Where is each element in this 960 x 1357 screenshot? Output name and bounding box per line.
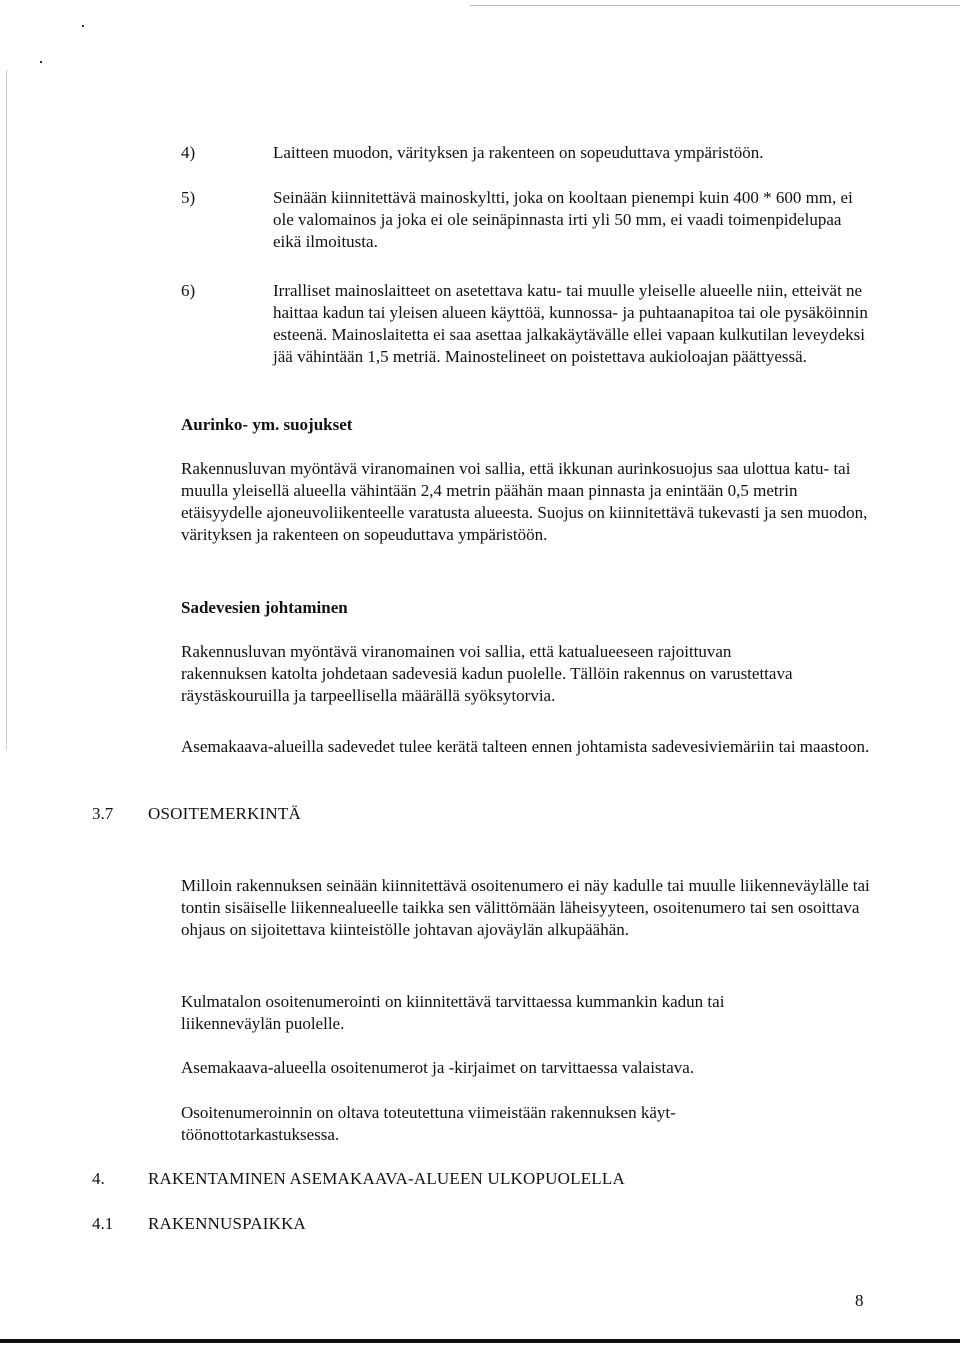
paragraph: Kulmatalon osoitenumerointi on kiinnitettävä tarvittaessa kummankin kadun tai liikenneväylän puolelle. <box>181 992 725 1033</box>
item-number: 5) <box>181 188 196 207</box>
paragraph: Osoitenumeroinnin on oltava toteutettuna viimeistään rakennuksen käyt-töönottotarkastuksessa. <box>181 1103 676 1144</box>
section-number: 4. <box>92 1169 105 1188</box>
scan-top-line <box>470 5 960 6</box>
section-number: 3.7 <box>92 804 114 823</box>
section-title: RAKENTAMINEN ASEMAKAAVA-ALUEEN ULKOPUOLELLA <box>148 1169 625 1188</box>
section-heading: Sadevesien johtaminen <box>181 598 348 617</box>
paragraph: Milloin rakennuksen seinään kiinnitettävä osoitenumero ei näy kadulle tai muulle liikenneväylälle tai tontin sisäiselle liikennealueelle taikka sen välittömään läheisyyteen, osoitenumero tai sen osoittava ohjaus on sijoitettava kiinteistölle johtavan ajoväylän alkupäähän. <box>181 876 870 939</box>
paragraph: Rakennusluvan myöntävä viranomainen voi sallia, että katualueeseen rajoittuvan rakennuksen katolta johdetaan sadevesiä kadun puolelle. Tällöin rakennus on varustettava räystäskouruilla ja tarpeellisella määrällä syöksytorvia. <box>181 642 793 705</box>
section-title: OSOITEMERKINTÄ <box>148 804 301 823</box>
scan-bottom-bar <box>0 1339 960 1343</box>
paragraph: Asemakaava-alueella osoitenumerot ja -kirjaimet on tarvittaessa valaistava. <box>181 1058 695 1077</box>
item-text: Laitteen muodon, värityksen ja rakenteen on sopeuduttava ympäristöön. <box>273 143 764 162</box>
scan-left-line <box>6 70 7 750</box>
section-heading: Aurinko- ym. suojukset <box>181 415 353 434</box>
scan-speck <box>40 61 42 63</box>
section-title: RAKENNUSPAIKKA <box>148 1214 307 1233</box>
paragraph: Rakennusluvan myöntävä viranomainen voi sallia, että ikkunan aurinkosuojus saa ulottua katu- tai muulla yleisellä alueella vähintään 2,4 metrin päähän maan pinnasta ja enintään 0,5 metrin etäisyydelle ajoneuvoliikenteelle varatusta alueesta. Suojus on kiinnitettävä tukevasti ja sen muodon, värityksen ja rakenteen on sopeuduttava ympäristöön. <box>181 459 868 544</box>
section-number: 4.1 <box>92 1214 114 1233</box>
paragraph: Asemakaava-alueilla sadevedet tulee kerätä talteen ennen johtamista sadevesiviemäriin tai maastoon. <box>181 737 870 756</box>
item-number: 4) <box>181 143 196 162</box>
item-text: Seinään kiinnitettävä mainoskyltti, joka on kooltaan pienempi kuin 400 * 600 mm, ei ole valomainos ja joka ei ole seinäpinnasta irti yli 50 mm, ei vaadi toimenpidelupaa eikä ilmoitusta. <box>273 188 853 251</box>
item-text: Irralliset mainoslaitteet on asetettava katu- tai muulle yleiselle alueelle niin, etteivät ne haittaa kadun tai yleisen alueen käyttöä, kunnossa- ja puhtaanapitoa tai ole pysäköinnin esteenä. Mainoslaitetta ei saa asettaa jalkakäytävälle ellei vapaan kulkutilan leveydeksi jää vähintään 1,5 metriä. Mainostelineet on poistettava aukioloajan päättyessä. <box>273 281 868 366</box>
page-number: 8 <box>855 1291 864 1310</box>
scan-speck <box>82 25 84 27</box>
item-number: 6) <box>181 281 196 300</box>
